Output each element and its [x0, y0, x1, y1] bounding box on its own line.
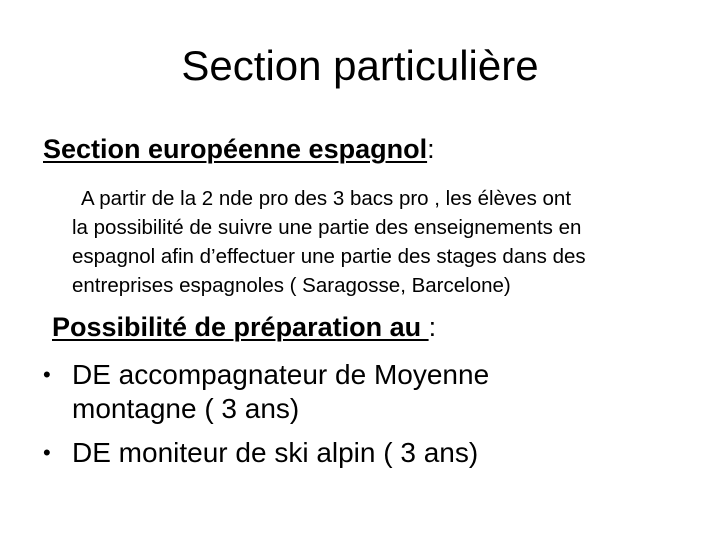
description-line: entreprises espagnoles ( Saragosse, Barcelone) — [72, 274, 511, 297]
section-heading-preparation — [52, 311, 436, 343]
section-heading-text: Section européenne espagnol — [43, 134, 428, 164]
list-item-line: DE moniteur de ski alpin ( 3 ans) — [72, 437, 479, 468]
list-item — [0, 358, 720, 426]
slide-title: Section particulière — [181, 42, 539, 89]
description-line: A partir de la 2 nde pro des 3 bacs pro , les élèves ont — [81, 187, 572, 210]
description-line: la possibilité de suivre une partie des enseignements en — [72, 216, 582, 239]
section-heading-colon: : — [427, 134, 435, 164]
section-heading-colon: : — [428, 312, 437, 342]
list-item-line: montagne ( 3 ans) — [72, 393, 300, 424]
bullet-icon: • — [43, 440, 51, 465]
preparation-list — [0, 358, 720, 480]
section-description — [72, 184, 712, 300]
list-item-line: DE accompagnateur de Moyenne — [72, 359, 490, 390]
section-heading-european-spanish — [43, 133, 435, 165]
description-line: espagnol afin d’effectuer une partie des stages dans des — [72, 245, 586, 268]
bullet-icon: • — [43, 362, 51, 387]
section-heading-text: Possibilité de préparation au — [52, 312, 429, 342]
list-item — [0, 436, 720, 470]
